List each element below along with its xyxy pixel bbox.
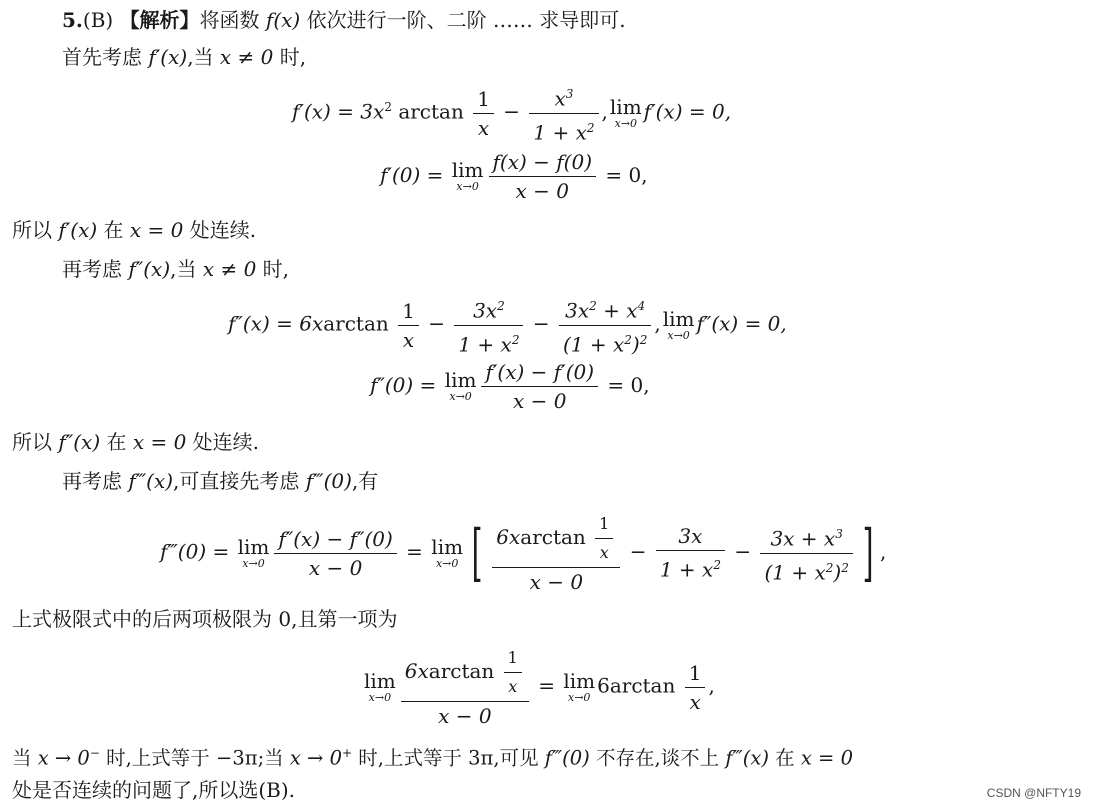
- solution-header: 5.(B) 【解析】将函数 f(x) 依次进行一阶、二阶 …… 求导即可.: [62, 8, 626, 32]
- limit-operator: lim x→0: [364, 668, 396, 704]
- left-bracket: [: [471, 516, 483, 589]
- paragraph-third-derivative: 再考虑 f‴(x),可直接先考虑 f‴(0),有: [62, 469, 379, 493]
- limit-operator: lim x→0: [237, 534, 270, 570]
- fraction: $\frac{1}{x}$: [473, 87, 494, 140]
- fraction: $\frac{f'(x) - f'(0)}{x - 0}$: [481, 360, 598, 413]
- problem-number: 5.: [62, 8, 83, 32]
- limit-note: 上式极限式中的后两项极限为 0,且第一项为: [12, 607, 398, 631]
- fraction: $\frac{f''(x) - f''(0)}{x - 0}$: [274, 527, 396, 580]
- right-bracket: ]: [862, 516, 874, 589]
- fraction: $\frac{1}{x}$: [685, 661, 706, 714]
- equation-first-derivative: $f'(x) = 3x^2$ arctan $\frac{1}{x}$ − $\frac{x^3}{1 + x^2}$ , lim x→0 f′(x) = 0,: [292, 82, 731, 144]
- fraction: $\frac{x^3}{1 + x^2}$: [529, 82, 598, 144]
- equation-first-derivative-at-zero: f′(0) = lim x→0 $\frac{f(x) - f(0)}{x - 0}$ = 0,: [380, 150, 648, 203]
- paragraph-second-derivative: 再考虑 f″(x),当 x ≠ 0 时,: [62, 257, 290, 281]
- fraction: $\frac{1}{x}$: [398, 299, 419, 352]
- fraction: $\frac{3x}{1 + x^2}$: [656, 524, 725, 582]
- limit-operator: lim x→0: [444, 368, 477, 404]
- conclusion-first-continuous: 所以 f′(x) 在 x = 0 处连续.: [12, 218, 257, 242]
- answer-choice: (B): [82, 8, 114, 32]
- paragraph-first-derivative: 首先考虑 f′(x),当 x ≠ 0 时,: [62, 45, 307, 69]
- equation-second-derivative-at-zero: f″(0) = lim x→0 $\frac{f'(x) - f'(0)}{x - 0}$ = 0,: [370, 360, 650, 413]
- fraction: $\frac{3x^2}{1 + x^2}$: [454, 294, 523, 356]
- limit-operator: lim x→0: [431, 534, 464, 570]
- conclusion-second-continuous: 所以 f″(x) 在 x = 0 处连续.: [12, 430, 260, 454]
- fraction: $\frac{3x^2 + x^4}{(1 + x^2)^2}$: [559, 294, 651, 356]
- fraction: $\frac{3x + x^3}{(1 + x^2)^2}$: [760, 522, 852, 584]
- final-conclusion: 处是否连续的问题了,所以选(B).: [12, 778, 296, 802]
- fraction: 6xarctan $\frac{1}{x}$ x − 0: [401, 646, 529, 728]
- fraction: $\frac{f(x) - f(0)}{x - 0}$: [489, 150, 597, 203]
- fraction: 6xarctan $\frac{1}{x}$ x − 0: [492, 512, 620, 594]
- watermark: CSDN @NFTY19: [986, 786, 1081, 800]
- equation-second-derivative: f″(x) = 6xarctan $\frac{1}{x}$ − $\frac{3x^2}{1 + x^2}$ − $\frac{3x^2 + x^4}{(1 + x^2)^2}$ , lim x→0 f″(x) = 0,: [228, 294, 787, 356]
- one-sided-limits: 当 x → 0− 时,上式等于 −3π;当 x → 0+ 时,上式等于 3π,可见 f‴(0) 不存在,谈不上 f‴(x) 在 x = 0: [12, 746, 853, 770]
- limit-operator: lim x→0: [451, 158, 484, 194]
- analysis-tag: 【解析】: [119, 8, 200, 32]
- limit-operator: lim x→0: [563, 668, 596, 704]
- equation-first-term-limit: lim x→0 6xarctan $\frac{1}{x}$ x − 0 = lim x→0 6arctan $\frac{1}{x}$ ,: [364, 648, 715, 728]
- limit-operator: lim x→0: [662, 307, 695, 343]
- limit-operator: lim x→0: [609, 95, 642, 131]
- equation-third-derivative-at-zero: f‴(0) = lim x→0 $\frac{f''(x) - f''(0)}{x - 0}$ = lim x→0 [ 6xarctan $\frac{1}{x}$ x − 0 − $\frac{3x}{1 + x^2}$ − $\frac{3x + x^3}{(1 + x^2)^2}$ ] ,: [160, 514, 887, 594]
